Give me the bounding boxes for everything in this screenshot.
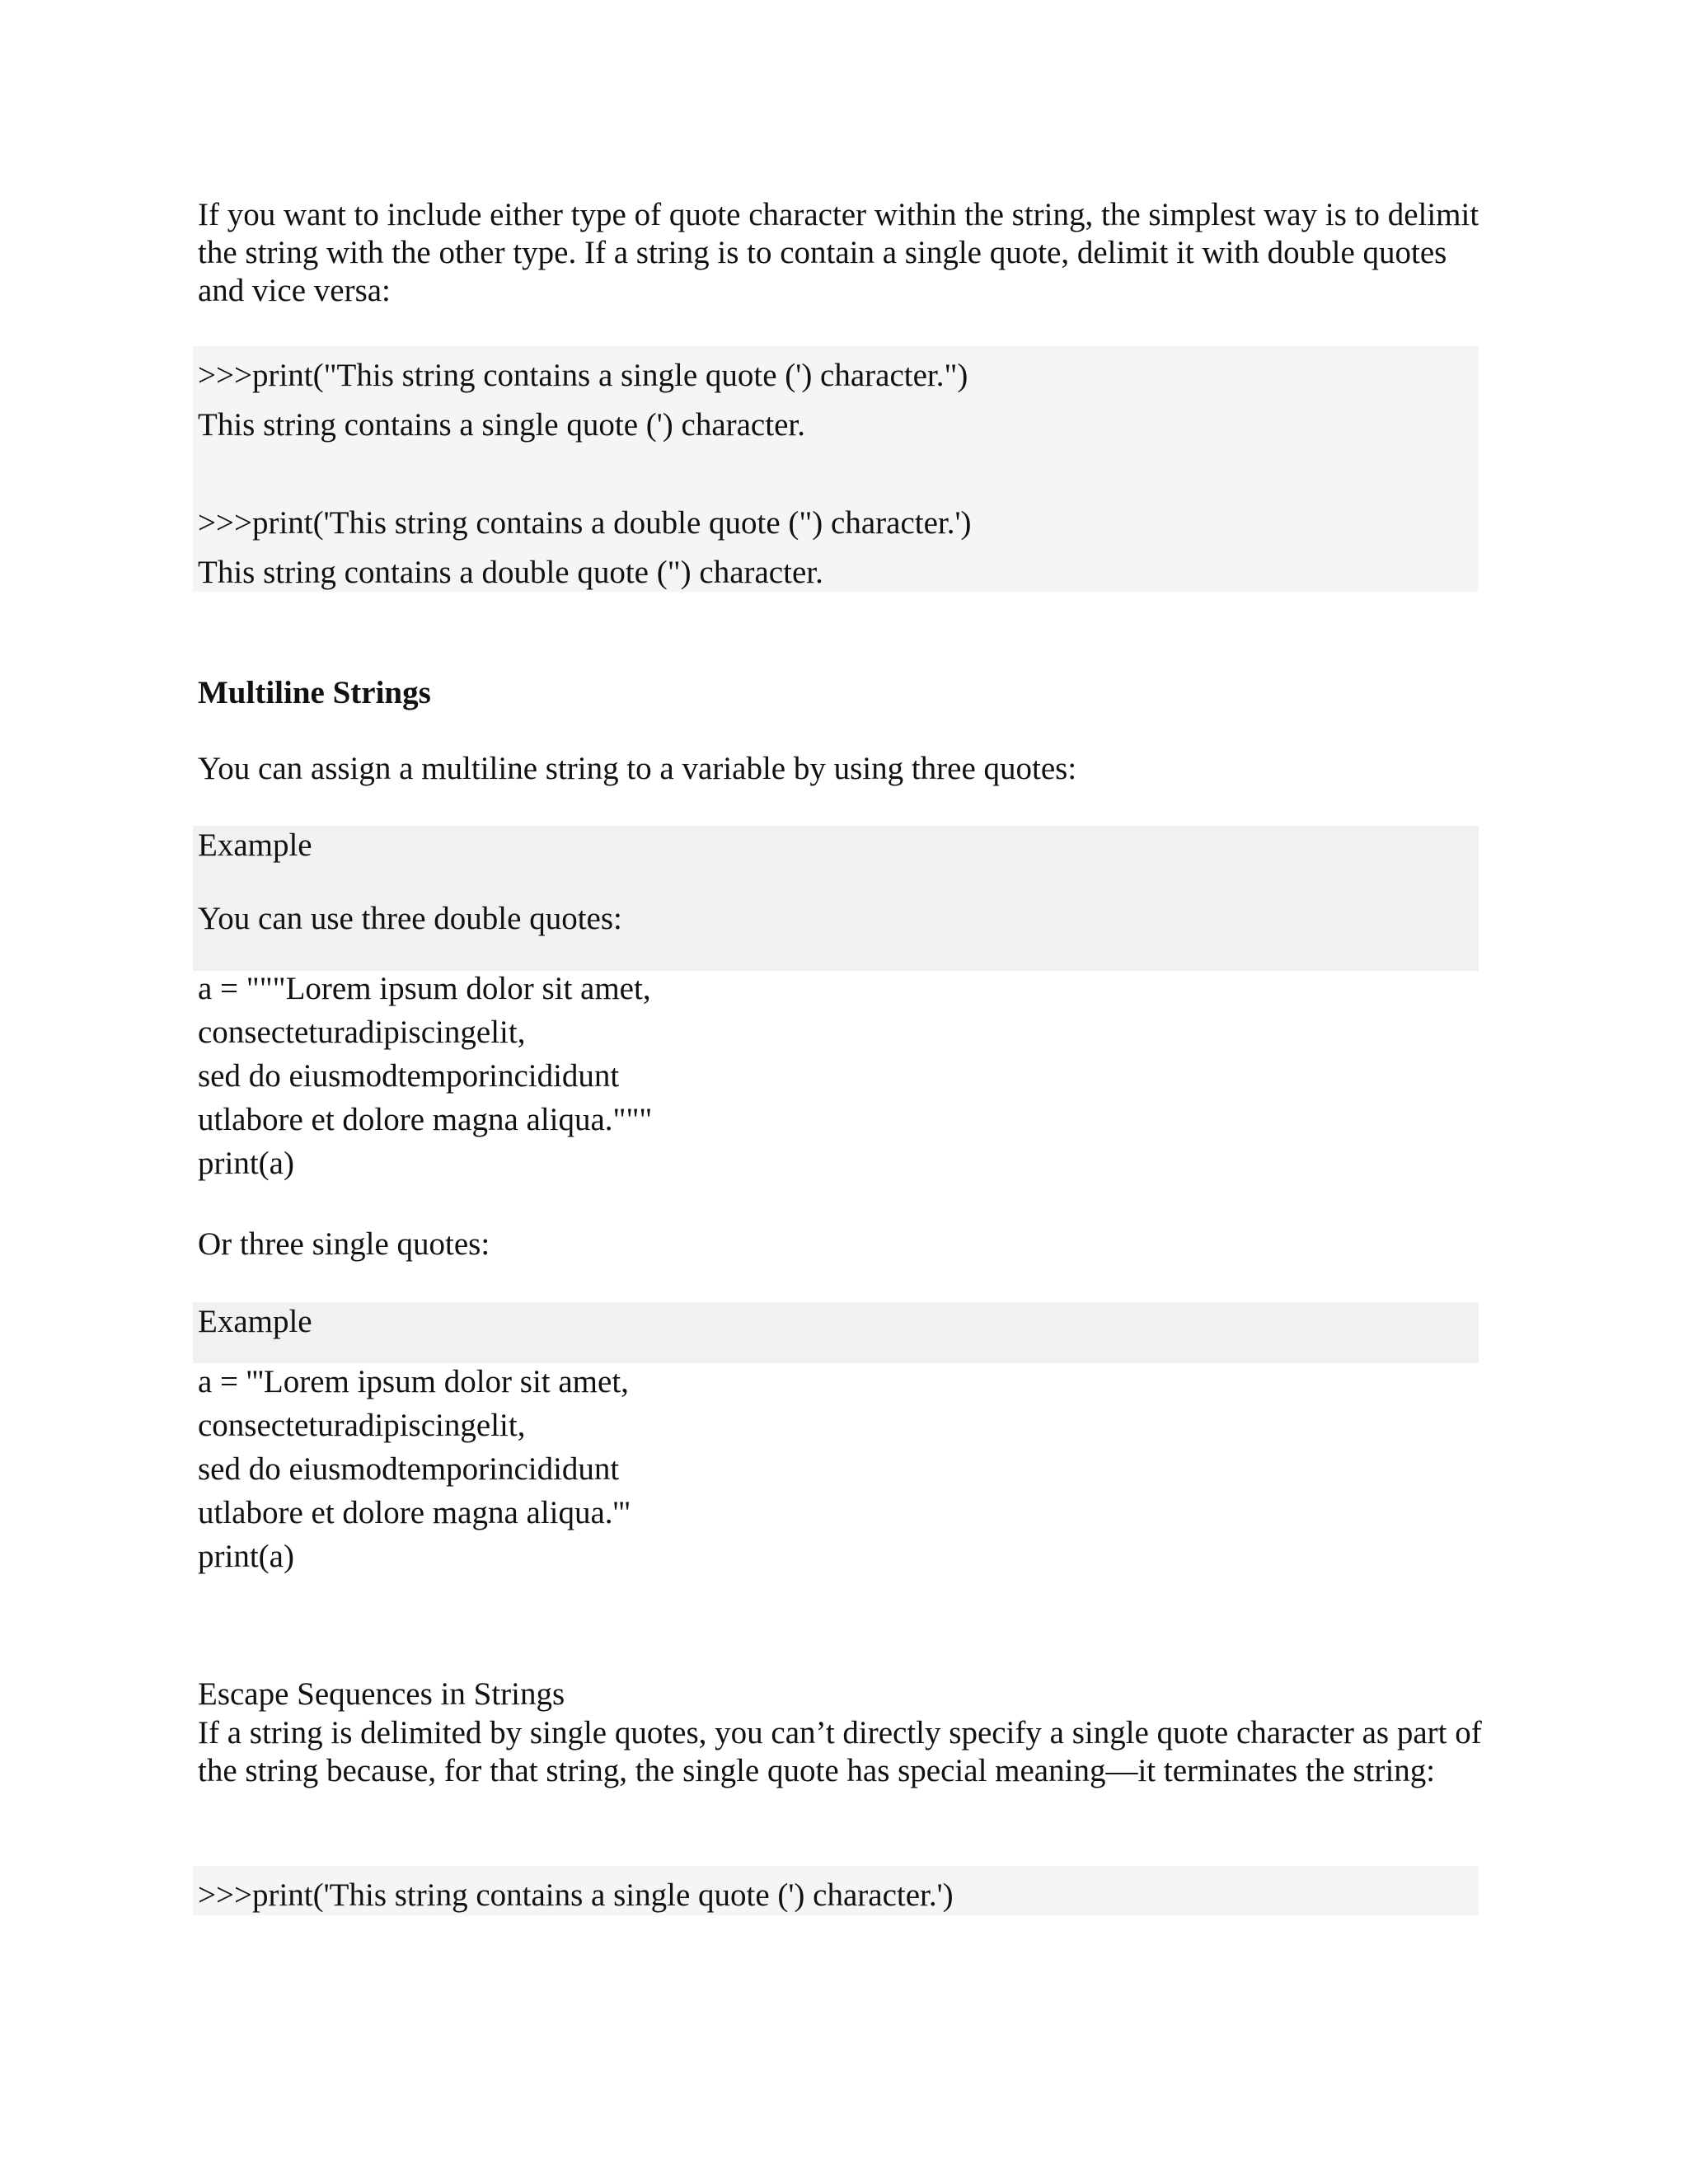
example-1-code-line: print(a) <box>198 1146 294 1181</box>
example-2-code-line: print(a) <box>198 1539 294 1574</box>
example-2-code-line: sed do eiusmodtemporincididunt <box>198 1451 620 1487</box>
or-single-quotes: Or three single quotes: <box>198 1226 490 1262</box>
example-2-label: Example <box>198 1304 312 1339</box>
code-block-1-line: >>>print("This string contains a single quote (') character.") <box>198 358 968 393</box>
intro-paragraph: If you want to include either type of quote character within the string, the simplest way is to delimit the string with the other type. If a string is to contain a single quote, delimit it with double quotes and vice versa: <box>198 197 1487 308</box>
example-1-code-line: sed do eiusmodtemporincididunt <box>198 1058 620 1094</box>
example-1-label: Example <box>198 827 312 863</box>
example-1-caption: You can use three double quotes: <box>198 901 622 936</box>
example-1-header <box>193 826 1479 971</box>
example-2-code-line: consecteturadipiscingelit, <box>198 1408 526 1443</box>
code-block-1-line: This string contains a double quote (") character. <box>198 555 823 590</box>
code-block-1-line: This string contains a single quote (') character. <box>198 407 805 443</box>
example-2-code-line: a = '''Lorem ipsum dolor sit amet, <box>198 1364 629 1399</box>
code-block-2-line: >>>print('This string contains a single quote (') character.') <box>198 1877 954 1913</box>
example-1-code-line: a = """Lorem ipsum dolor sit amet, <box>198 971 651 1006</box>
section-heading-multiline: Multiline Strings <box>198 675 431 710</box>
section-heading-escape: Escape Sequences in Strings <box>198 1676 565 1712</box>
code-block-1-line: >>>print('This string contains a double quote (") character.') <box>198 505 972 541</box>
example-2-code-line: utlabore et dolore magna aliqua.''' <box>198 1495 631 1530</box>
escape-paragraph: If a string is delimited by single quotes, you can’t directly specify a single quote character as part of the string because, for that string, the single quote has special meaning—it terminates the string: <box>198 1715 1490 1788</box>
multiline-intro: You can assign a multiline string to a variable by using three quotes: <box>198 751 1077 786</box>
example-2-header <box>193 1302 1479 1363</box>
example-1-code-line: consecteturadipiscingelit, <box>198 1015 526 1050</box>
example-1-code-line: utlabore et dolore magna aliqua.""" <box>198 1102 653 1137</box>
